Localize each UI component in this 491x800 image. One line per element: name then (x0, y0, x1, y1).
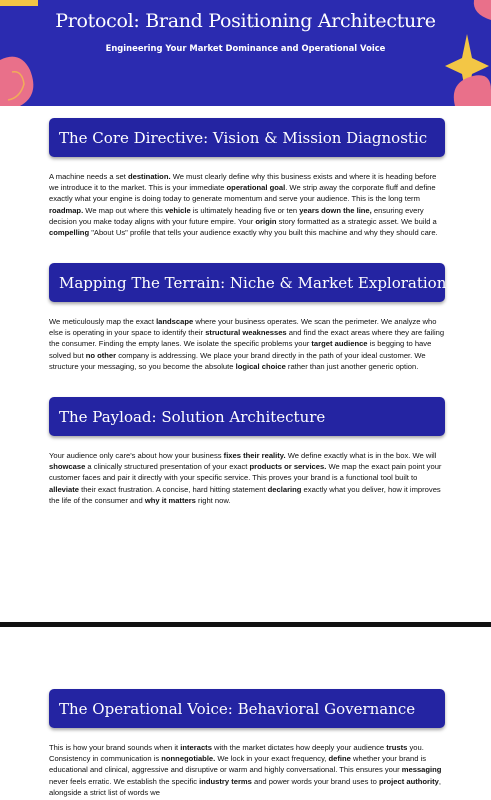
emphasis-text: nonnegotiable. (161, 754, 216, 764)
emphasis-text: project authority (378, 776, 439, 786)
emphasis-text: industry terms (199, 776, 252, 786)
page-title: Protocol: Brand Positioning Architecture (55, 10, 436, 32)
body-text: We must clearly define why this business exists and where it is heading before we introduce it to the market. This is your immediate (49, 172, 437, 193)
body-text: We map out where this (83, 205, 165, 215)
emphasis-text: messaging (401, 765, 442, 775)
body-text: A machine needs a set (49, 172, 128, 181)
section-payload (49, 397, 445, 506)
emphasis-text: vehicle (164, 205, 191, 215)
section-title: The Operational Voice: Behavioral Governance (59, 699, 416, 718)
body-text: and find the exact areas where they are failing the consumer. Finding the empty lanes. We isolate the specific problems your (49, 328, 445, 349)
emphasis-text: roadmap. (49, 205, 84, 215)
body-text: Your audience only care's about how your business (49, 451, 224, 460)
section-banner (49, 689, 445, 728)
body-text: exactly what you deliver, how it improves the life of the consumer and (49, 484, 441, 505)
body-text: story formatted as a strategic asset. We build a (276, 216, 437, 226)
emphasis-text: destination. (127, 172, 171, 181)
body-text: We meticulously map the exact (49, 317, 157, 326)
body-text: company is addressing. We place your brand directly in the path of your ideal customer. We structure your messaging, so you become the absolute (49, 350, 426, 371)
emphasis-text: structural weaknesses (205, 328, 287, 338)
emphasis-text: landscape (156, 317, 194, 326)
emphasis-text: origin (255, 216, 277, 226)
body-text: their exact frustration. A concise, hard hitting statement (78, 484, 268, 494)
section-body (49, 171, 445, 238)
body-text: We lock in your exact frequency, (215, 754, 329, 764)
section-body (49, 450, 445, 506)
body-text: We define exactly what is in the box. We will (285, 451, 437, 460)
page-divider (0, 622, 491, 627)
body-text: This is how your brand sounds when it (49, 743, 181, 752)
body-text: where your business operates. We scan the perimeter. We analyze who else is operating in your space to identify their (49, 317, 437, 338)
emphasis-text: alleviate (49, 484, 79, 494)
body-text: you. Consistency in communication is (49, 743, 424, 764)
emphasis-text: why it matters (144, 495, 196, 505)
emphasis-text: operational goal (226, 183, 286, 193)
emphasis-text: products or services. (249, 462, 327, 472)
body-text: is begging to have solved but (49, 339, 432, 360)
body-text: never feels erratic. We establish the specific (49, 776, 200, 786)
emphasis-text: define (328, 754, 351, 764)
section-banner (49, 397, 445, 436)
page-subtitle: Engineering Your Market Dominance and Operational Voice (105, 43, 386, 53)
body-text: We map the exact pain point your customer faces and pair it directly with your specific service. This proves your brand is a functional tool built to (49, 462, 442, 483)
emphasis-text: logical choice (235, 361, 286, 371)
section-banner (49, 118, 445, 157)
emphasis-text: interacts (180, 743, 212, 752)
section-body (49, 742, 445, 798)
body-text: ensuring every decision you make today aligns with your future empire. Your (49, 205, 424, 226)
emphasis-text: fixes their reality. (223, 451, 286, 460)
section-banner (49, 263, 445, 302)
body-text: a clinically structured presentation of your exact (85, 462, 250, 472)
section-terrain (49, 263, 445, 372)
body-text: is ultimately heading five or ten (190, 205, 300, 215)
body-text: rather than just another generic option. (285, 361, 419, 371)
body-text: with the market dictates how deeply your audience (211, 743, 387, 752)
decorative-blob-bottom-right (445, 60, 491, 106)
section-title: Mapping The Terrain: Niche & Market Exploration (59, 273, 447, 292)
emphasis-text: target audience (311, 339, 368, 349)
emphasis-text: compelling (49, 228, 90, 238)
emphasis-text: years down the line, (299, 205, 372, 215)
body-text: and power words your brand uses to (251, 776, 379, 786)
body-text: right now. (195, 495, 231, 505)
emphasis-text: declaring (267, 484, 302, 494)
emphasis-text: trusts (386, 743, 408, 752)
body-text: , alongside a strict list of words we (49, 776, 441, 797)
section-body (49, 316, 445, 372)
emphasis-text: showcase (49, 462, 86, 472)
body-text: . We strip away the corporate fluff and define exactly what your engine is doing today to generate momentum and serve your audience. This is the long term (49, 183, 436, 204)
section-title: The Core Directive: Vision & Mission Diagnostic (59, 128, 428, 147)
section-operational-voice (49, 689, 445, 798)
body-text: "About Us" profile that tells your audience exactly why you built this machine and why they should care. (89, 228, 438, 238)
emphasis-text: no other (85, 350, 117, 360)
section-title: The Payload: Solution Architecture (59, 407, 326, 426)
body-text: whether your brand is educational and clinical, aggressive and disruptive or warm and highly conversational. This ensures your (49, 754, 427, 775)
section-core-directive (49, 118, 445, 238)
page-header (0, 0, 491, 106)
